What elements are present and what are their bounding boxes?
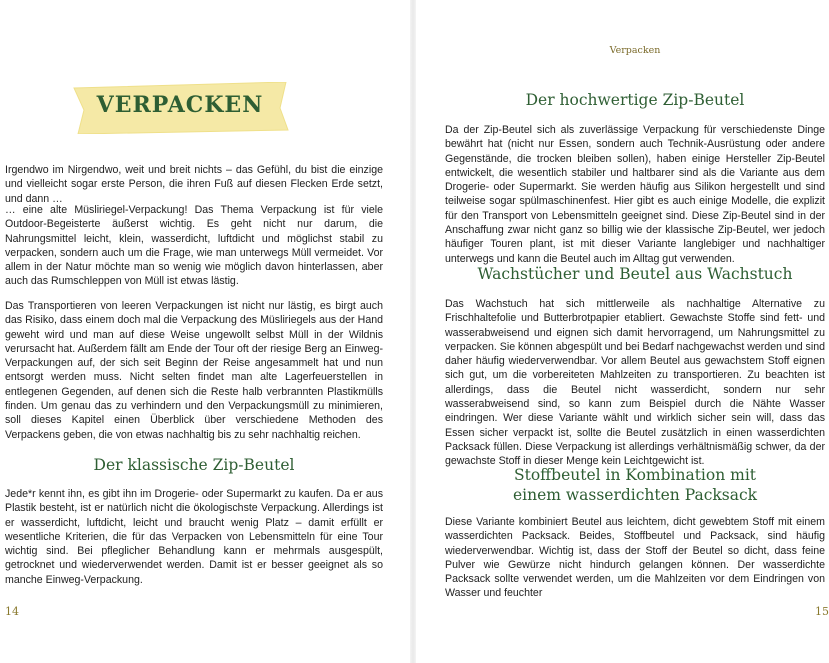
chapter-title: VERPACKEN: [96, 92, 264, 118]
section-heading: Der klassische Zip-Beutel: [93, 456, 295, 474]
paragraph: Das Wachstuch hat sich mittlerweile als nachhaltige Alternative zu Frischhaltefolie und Butterbrotpapier etabliert. Gewachste Stoffe sind fett- und wasserabweisend und eignen sich damit hervorragend, um Nahrungsmittel zu verpacken. Sie können abgespült und bei Bedarf nachgewachst werden und sind daher häufig wiederverwendbar. Vor allem Beutel aus gewachstem Stoff eignen sich gut, um die vorbereiteten Mahlzeiten zu transportieren. Zu beachten ist allerdings, dass die Beutel nicht wasserdicht, sondern nur sehr wasserabweisend sind, so kann zum Beispiel durch die Nähte Wasser eindringen. Wer diese Variante wählt und wirklich sicher sein will, dass das Essen sicher verpackt ist, sollte die Beutel zusätzlich in einen wasserdichten Packsack füllen. Diese Verpackung ist allerdings verhältnismäßig schwer, da der gewachste Stoff in dieser Menge kein Leichtgewicht ist.: [445, 298, 825, 468]
section-heading: Stoffbeutel in Kombination mit einem wasserdichten Packsack: [512, 466, 758, 504]
paragraph: Diese Variante kombiniert Beutel aus leichtem, dicht gewebtem Stoff mit einem wasserdichten Packsack. Beides, Stoffbeutel und Packsack, sind häufig wiederverwendbar. Wichtig ist, dass der Stoff der Beutel so dicht, dass feine Pulver wie Gewürze nicht hindurch gelangen können. Der wasserdichte Packsack sollte verwendet werden, um die Mahlzeiten vor dem Eindringen von Wasser und feuchter: [445, 516, 825, 600]
left-page: [0, 0, 405, 663]
paragraph: Das Transportieren von leeren Verpackungen ist nicht nur lästig, es birgt auch das Risiko, dass einem doch mal die Verpackung des Müsliriegels aus der Hand geweht wird und man auf diese Weise ungewollt selbst Müll in der Wildnis verursacht hat. Außerdem fällt am Ende der Tour oft der riesige Berg an Einweg-Verpackungen auf, der sich seit Beginn der Reise angesammelt hat und nun entsorgt werden muss. Nicht selten findet man alte Lagerfeuerstellen in entlegenen Gegenden, auf denen sich die Reste halb verbrannten Plastikmülls finden. Um genau das zu verhindern und den Verpackungsmüll zu minimieren, soll dieses Kapitel einen Überblick über verschiedene Methoden des Verpackens geben, die von etwas nachhaltig bis zu sehr nachhaltig reichen.: [5, 300, 383, 441]
section-heading: Wachstücher und Beutel aus Wachstuch: [477, 265, 793, 283]
right-page: [420, 0, 829, 663]
paragraph: Da der Zip-Beutel sich als zuverlässige Verpackung für verschiedenste Dinge bewährt hat (nicht nur Essen, sondern auch Technik-Ausrüstung oder andere Gegenstände, die trocken bleiben sollen), haben einige Hersteller Zip-Beutel entwickelt, die wesentlich stabiler und haltbarer sind als die Variante aus dem Drogerie- oder Supermarkt. Sie werden häufig aus Silikon hergestellt und sind teilweise sogar spülmaschinenfest. Hier gibt es auch einige Modelle, die explizit für den Transport von Lebensmitteln geeignet sind. Diese Zip-Beutel sind in der Anschaffung zwar nicht ganz so billig wie der klassische Zip-Beutel, wer jedoch häufiger Touren plant, ist mit dieser Variante langlebiger und nachhaltiger unterwegs und kann die Beutel auch im Alltag gut verwenden.: [445, 124, 825, 265]
page-number: 14: [5, 605, 19, 618]
running-header: Verpacken: [609, 45, 661, 56]
book-spine-gutter: [410, 0, 416, 663]
page-number: 15: [815, 605, 829, 618]
chapter-title-banner: [70, 82, 290, 134]
section-heading: Der hochwertige Zip-Beutel: [525, 91, 745, 109]
paragraph: Jede*r kennt ihn, es gibt ihn im Drogerie- oder Supermarkt zu kaufen. Da er aus Plastik besteht, ist er natürlich nicht die ökologischste Verpackung. Allerdings ist er wasserdicht, luftdicht, leicht und braucht wenig Platz – damit erfüllt er wesentliche Kriterien, die für das Verpacken von Lebensmitteln für eine Tour wichtig sind. Bei pfleglicher Behandlung kann er mehrmals ausgespült, getrocknet und wiederverwendet werden. Damit ist er besser geeignet als so manche Einweg-Verpackung.: [5, 488, 383, 586]
intro-paragraph: Irgendwo im Nirgendwo, weit und breit nichts – das Gefühl, du bist die einzige und vielleicht sogar erste Person, die ihren Fuß auf diesen Flecken Erde setzt, und dann …: [5, 164, 383, 205]
paragraph: … eine alte Müsliriegel-Verpackung! Das Thema Verpackung ist für viele Outdoor-Begeisterte äußerst wichtig. Es geht nicht nur darum, die Nahrungsmittel leicht, klein, wasserdicht, luftdicht und möglichst stabil zu verpacken, sondern auch um die Frage, wie man unterwegs Müll vermeidet. Vor allem in der Natur möchte man so wenig wie möglich davon hinterlassen, aber auch das Rumschleppen von Müll ist etwas lästig.: [5, 204, 383, 288]
